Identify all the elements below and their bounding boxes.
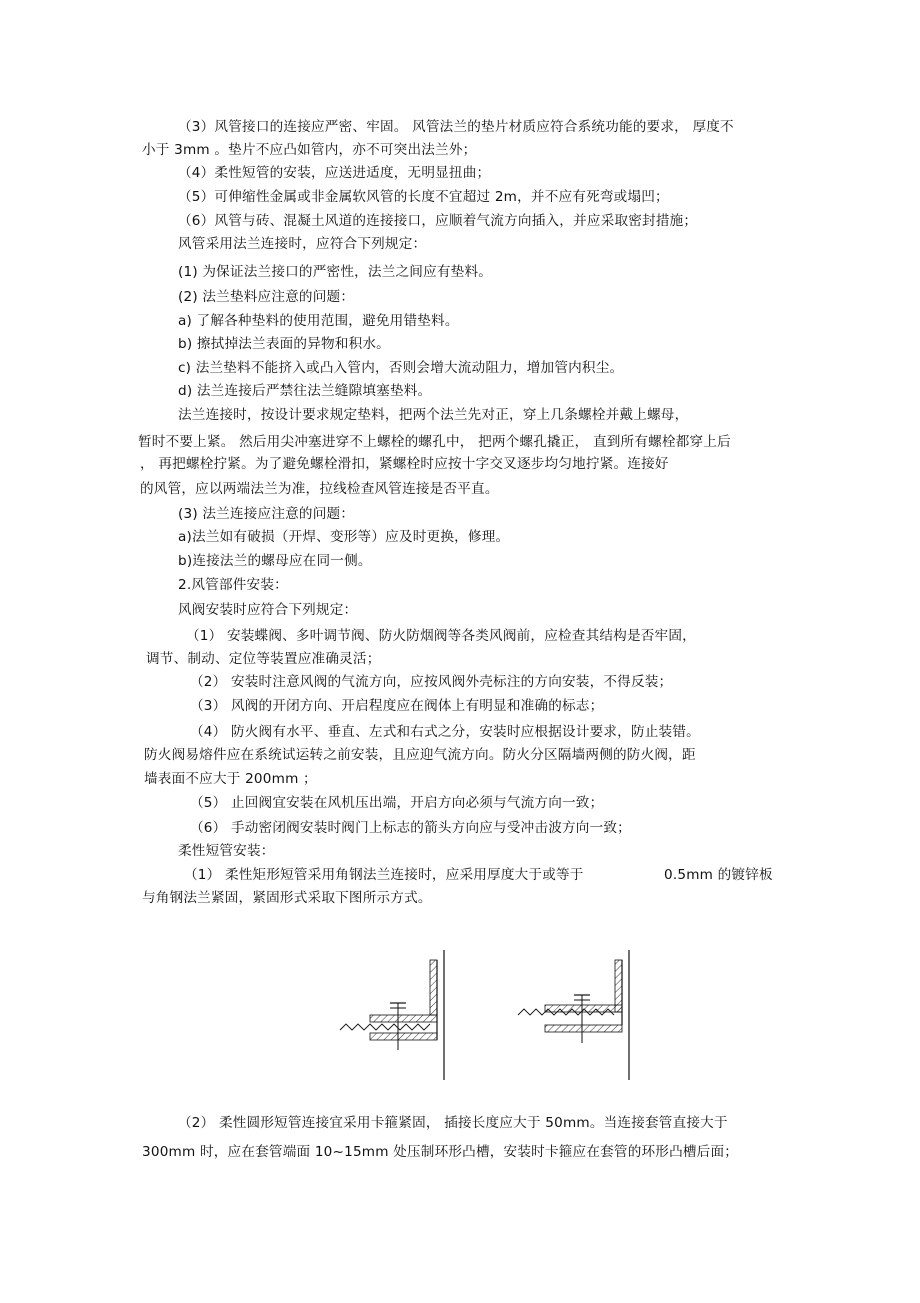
paragraph-line: 300mm 时，应在套管端面 10~15mm 处压制环形凸槽，安装时卡箍应在套管的环形凸槽后面；: [142, 1144, 739, 1160]
section-heading: 柔性短管安装：: [178, 843, 275, 859]
paragraph-line: （4） 防火阀有水平、垂直、左式和右式之分，安装时应根据设计要求，防止装错。: [190, 724, 700, 740]
paragraph-line: 风管采用法兰连接时，应符合下列规定：: [178, 236, 427, 252]
paragraph-line: （3） 风阀的开闭方向、开启程度应在阀体上有明显和准确的标志；: [190, 698, 604, 714]
paragraph-line: 法兰连接时，按设计要求规定垫料，把两个法兰先对正，穿上几条螺栓并戴上螺母，: [178, 407, 689, 423]
paragraph-line: a)法兰如有破损（开焊、变形等）应及时更换，修理。: [178, 529, 510, 545]
paragraph-line: 小于 3mm 。垫片不应凸如管内，亦不可突出法兰外；: [142, 142, 477, 158]
paragraph-line: 暂时不要上紧。 然后用尖冲塞进穿不上螺栓的螺孔中， 把两个螺孔撬正， 直到所有螺栓都穿上后: [138, 434, 731, 450]
paragraph-line: a) 了解各种垫料的使用范围，避免用错垫料。: [178, 313, 459, 329]
paragraph-line: 0.5mm 的镀锌板: [664, 867, 773, 883]
section-heading: 2.风管部件安装：: [178, 577, 288, 593]
paragraph-line: ， 再把螺栓拧紧。为了避免螺栓滑扣，紧螺栓时应按十字交叉逐步均匀地拧紧。连接好: [140, 456, 669, 472]
paragraph-line: （5）可伸缩性金属或非金属软风管的长度不宜超过 2m，并不应有死弯或塌凹；: [178, 189, 669, 205]
paragraph-line: 的风管，应以两端法兰为准，拉线检查风管连接是否平直。: [140, 481, 499, 497]
paragraph-line: （5） 止回阀宜安装在风机压出端，开启方向必须与气流方向一致；: [190, 795, 604, 811]
paragraph-line: (1) 为保证法兰接口的严密性，法兰之间应有垫料。: [178, 264, 493, 280]
left-flange-detail: [340, 950, 444, 1080]
paragraph-line: (3) 法兰连接应注意的问题：: [178, 506, 355, 522]
paragraph-line: （3）风管接口的连接应严密、牢固。 风管法兰的垫片材质应符合系统功能的要求， 厚度不: [178, 119, 734, 135]
paragraph-line: 与角钢法兰紧固，紧固形式采取下图所示方式。: [142, 890, 432, 906]
paragraph-line: 墙表面不应大于 200mm ；: [144, 771, 317, 787]
paragraph-line: d) 法兰连接后严禁往法兰缝隙填塞垫料。: [178, 383, 432, 399]
paragraph-line: 调节、制动、定位等装置应准确灵活；: [146, 651, 381, 667]
paragraph-line: 风阀安装时应符合下列规定：: [178, 602, 358, 618]
paragraph-line: (2) 法兰垫料应注意的问题：: [178, 289, 355, 305]
paragraph-line: （6）风管与砖、混凝土风道的连接接口，应顺着气流方向插入，并应采取密封措施；: [178, 213, 698, 229]
paragraph-line: c) 法兰垫料不能挤入或凸入管内，否则会增大流动阻力，增加管内积尘。: [178, 360, 624, 376]
paragraph-line: （2） 安装时注意风阀的气流方向，应按风阀外壳标注的方向安装，不得反装；: [190, 674, 673, 690]
paragraph-line: （4）柔性短管的安装，应送进适度，无明显扭曲；: [178, 165, 491, 181]
paragraph-line: b) 擦拭掉法兰表面的异物和积水。: [178, 336, 390, 352]
paragraph-line: b)连接法兰的螺母应在同一侧。: [178, 553, 372, 569]
flange-fastening-diagram: [330, 945, 650, 1085]
paragraph-line: （1） 柔性矩形短管采用角钢法兰连接时，应采用厚度大于或等于: [184, 867, 584, 883]
paragraph-line: （1） 安装蝶阀、多叶调节阀、防火防烟阀等各类风阀前，应检查其结构是否牢固，: [186, 628, 696, 644]
paragraph-line: （2） 柔性圆形短管连接宜采用卡箍紧固， 插接长度应大于 50mm。当连接套管直接大于: [178, 1115, 728, 1131]
paragraph-line: （6） 手动密闭阀安装时阀门上标志的箭头方向应与受冲击波方向一致；: [190, 820, 631, 836]
right-flange-detail: [518, 950, 629, 1080]
paragraph-line: 防火阀易熔件应在系统试运转之前安装，且应迎气流方向。防火分区隔墙两侧的防火阀，距: [144, 747, 696, 763]
